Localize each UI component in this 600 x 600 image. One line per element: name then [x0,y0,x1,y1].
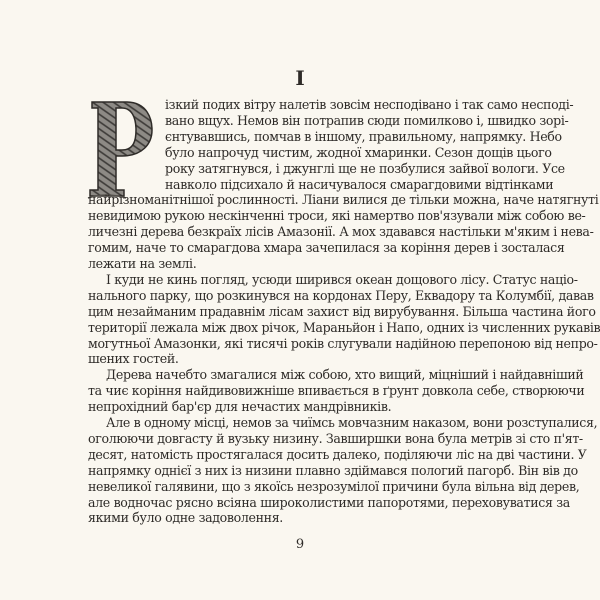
text-line: навколо підсихало й насичувалося смарагдовими відтінками [165,176,554,192]
text-line: лежати на землі. [88,256,197,271]
text-line: року затягнувся, і джунглі ще не позбулися зайвої вологи. Усе [165,160,565,176]
text-line: території лежала між двох річок, Мараньйон і Напо, одних із численних рукавів [88,319,600,335]
text-line: непрохідний бар'єр для нечастих мандрівників. [88,399,392,415]
text-line: невидимою рукою нескінченні троси, які намертво пов'язували між собою ве- [88,208,586,224]
text-line: та чиє коріння найдивовижніше впивається в ґрунт довкола себе, створюючи [88,383,585,399]
text-line: личезні дерева безкраїх лісів Амазонії. А мох здавався настільки м'яким і нева- [88,224,594,240]
text-line: шених гостей. [88,351,179,367]
text-line: І куди не кинь погляд, усюди ширився океан дощового лісу. Статус націо- [106,271,578,287]
text-line: вано вщух. Немов він потрапив сюди помилково і, швидко зорі- [165,112,569,128]
text-line: гомим, наче то смарагдова хмара зачепилася за коріння дерев і зосталася [88,240,565,256]
drop-cap-illustration [86,94,154,202]
page-number: 9 [295,537,305,552]
text-line: Дерева начебто змагалися між собою, хто вищий, міцніший і найдавніший [106,367,584,383]
text-line: єнтувавшись, помчав в іншому, правильному, напрямку. Небо [165,128,562,144]
text-line: найрізноманітнішої рослинності. Ліани вилися де тільки можна, наче натягнуті [88,192,599,208]
text-line: невеликої галявини, що з якоїсь незрозумілої причини була вільна від дерев, [88,478,580,494]
text-line: оголюючи довгасту й вузьку низину. Завширшки вона була метрів зі сто п'ят- [88,430,583,446]
text-line: але водночас рясно всіяна широколистими папоротями, переховуватися за [88,494,570,510]
chapter-heading: I [295,66,305,90]
text-line: якими було одне задоволення. [88,510,283,526]
text-line: напрямку однієї з них із низини плавно здіймався пологий пагорб. Він вів до [88,462,578,478]
text-line: десят, натомість простягалася досить далеко, поділяючи ліс на дві частини. У [88,446,587,462]
text-line: було напрочуд чистим, жодної хмаринки. Сезон дощів цього [165,144,552,160]
text-line: ізкий подих вітру налетів зовсім несподівано і так само несподі- [165,97,574,112]
text-line: могутньої Амазонки, які тисячі років слугували надійною перепоною від непро- [88,335,598,351]
text-line: нального парку, що розкинувся на кордонах Перу, Еквадору та Колумбії, давав [88,287,594,303]
text-line: Але в одному місці, немов за чиїмсь мовчазним наказом, вони розступалися, [106,415,598,430]
text-line: цим незайманим прадавнім лісам захист від вирубування. Більша частина його [88,303,596,319]
